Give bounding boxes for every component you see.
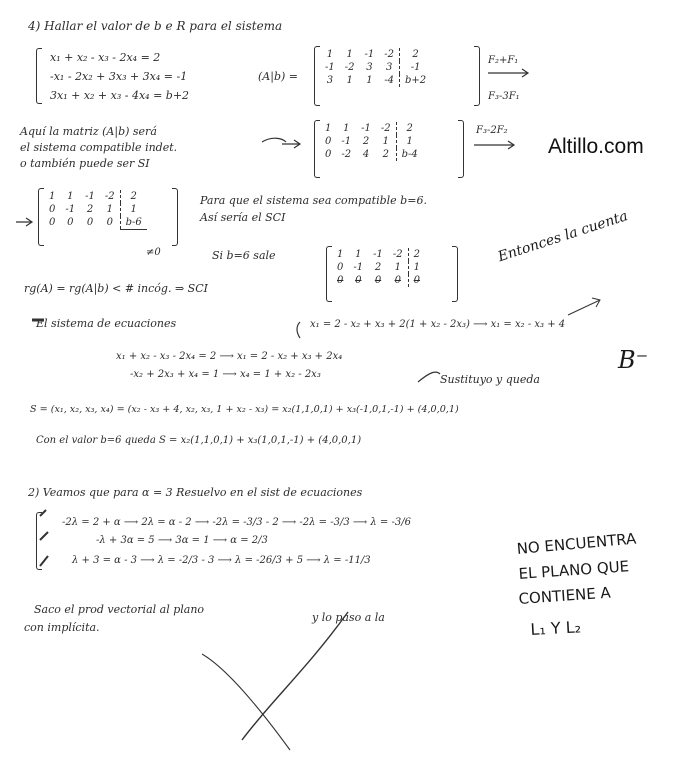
- curve-arrow-sustituyo: [418, 372, 440, 382]
- system-title: El sistema de ecuaciones: [36, 317, 177, 330]
- m4-cell: -1: [353, 262, 364, 273]
- grader-arrow: [568, 298, 600, 315]
- m2-cell: -2: [341, 149, 352, 160]
- m2-cell: 0: [325, 149, 332, 160]
- row-op-1b: F₃-3F₁: [488, 91, 520, 102]
- m4-cell: 0: [394, 275, 401, 286]
- m4-cell: 0: [374, 275, 382, 286]
- m2-cell: 1: [382, 136, 389, 147]
- q2-header: 2) Veamos que para α = 3 Resuelvo en el sist de ecuaciones: [28, 486, 363, 499]
- neq-zero-note: ≠0: [146, 247, 161, 258]
- q2-line-2: -λ + 3α = 5 ⟶ 3α = 1 ⟶ α = 2/3: [96, 535, 268, 546]
- rank-statement: rg(A) = rg(A|b) < # incóg. ⇒ SCI: [24, 282, 208, 295]
- m2-cell: -2: [380, 123, 391, 134]
- m4-cell: -1: [373, 249, 383, 260]
- m2-cell: 1: [396, 135, 423, 148]
- augmented-label: (A|b) =: [258, 70, 298, 83]
- system-line-2: -x₂ + 2x₃ + x₄ = 1 ⟶ x₄ = 1 + x₂ - 2x₃: [130, 369, 321, 380]
- q2-note-line1: Saco el prod vectorial al plano: [34, 603, 205, 616]
- m3-cell: 0: [106, 217, 113, 229]
- m3-cell: b-6: [120, 216, 147, 230]
- grader-comment-q2-line4: L₁ Y L₂: [530, 617, 582, 639]
- m2-cell: b-4: [396, 148, 423, 161]
- q2-note-right: y lo paso a la: [312, 611, 385, 624]
- sustituyo-label: Sustituyo y queda: [440, 373, 540, 386]
- grader-comment-q4: Entonces la cuenta: [496, 208, 630, 266]
- substitution-top: x₁ = 2 - x₂ + x₃ + 2(1 + x₂ - 2x₃) ⟶ x₁ = x₂ - x₃ + 4: [310, 319, 566, 330]
- m2-cell: 2: [396, 122, 423, 135]
- m1-cell: 3: [366, 62, 373, 73]
- m3-cell: -1: [65, 204, 76, 215]
- m1-cell: 3: [326, 75, 334, 86]
- m1-cell: 1: [366, 75, 373, 86]
- system-eq-1: x₁ + x₂ - x₃ - 2x₄ = 2: [50, 51, 161, 64]
- q2-line-3: λ + 3 = α - 3 ⟶ λ = -2/3 - 3 ⟶ λ = -26/3 + 5 ⟶ λ = -11/3: [72, 555, 371, 566]
- m2-cell: 4: [362, 149, 370, 160]
- crossing-line-2: [242, 612, 348, 740]
- solution-set-b6: Con el valor b=6 queda S = x₂(1,1,0,1) + x₃(1,0,1,-1) + (4,0,0,1): [36, 435, 362, 446]
- row-op-1a: F₂+F₁: [488, 55, 519, 66]
- note2-line1: Para que el sistema sea compatible b=6.: [200, 194, 427, 207]
- q4-header: 4) Hallar el valor de b e R para el sistema: [28, 19, 283, 33]
- m3-cell: 0: [49, 217, 56, 229]
- m1-cell: -1: [325, 62, 335, 73]
- note1-line3: o también puede ser SI: [20, 157, 150, 170]
- m3-cell: 1: [106, 204, 113, 215]
- m1-cell: 1: [346, 75, 353, 86]
- watermark: Altillo.com: [548, 135, 644, 158]
- m1-cell: 1: [346, 49, 353, 60]
- m4-cell: 0: [355, 275, 362, 286]
- m3-cell: 0: [86, 217, 94, 229]
- system-eq-2: -x₁ - 2x₂ + 3x₃ + 3x₄ = -1: [50, 70, 188, 83]
- solution-set: S = (x₁, x₂, x₃, x₄) = (x₂ - x₃ + 4, x₂, x₃, 1 + x₂ - x₃) = x₂(1,1,0,1) + x₃(-1,0,1,-1) + (4,0,0,1): [30, 404, 459, 415]
- grader-comment-q2-line1: NO ENCUENTRA: [516, 529, 638, 558]
- m2-cell: -1: [361, 123, 371, 134]
- m2-cell: 1: [325, 123, 332, 134]
- q2-note-line2: con implícita.: [24, 621, 100, 634]
- b-six-label: Si b=6 sale: [212, 249, 276, 262]
- m1-cell: 2: [400, 48, 432, 61]
- m2-cell: 1: [343, 123, 350, 134]
- m1-cell: b+2: [400, 74, 432, 87]
- row-op-arrow-2: [474, 141, 514, 149]
- grader-mark-q4: B⁻: [618, 346, 649, 374]
- q2-check-marks: [40, 510, 48, 566]
- m3-cell: 1: [120, 203, 147, 216]
- m3-cell: 2: [86, 204, 94, 215]
- m2-cell: 2: [362, 136, 370, 147]
- m1-cell: -1: [400, 61, 432, 74]
- q2-line-1: -2λ = 2 + α ⟶ 2λ = α - 2 ⟶ -2λ = -3/3 - 2 ⟶ -2λ = -3/3 ⟶ λ = -3/6: [62, 517, 411, 528]
- note1-line2: el sistema compatible indet.: [20, 141, 178, 154]
- m4-cell: 0: [408, 274, 425, 287]
- grader-comment-q2-line3: CONTIENE A: [518, 583, 612, 608]
- m4-cell: 2: [374, 262, 382, 273]
- m4-cell: 0: [337, 262, 344, 273]
- m4-cell: 1: [337, 249, 344, 260]
- note1-line1: Aquí la matriz (A|b) será: [20, 125, 157, 138]
- row-op-2: F₃-2F₂: [476, 125, 508, 136]
- grader-comment-q2-line2: EL PLANO QUE: [518, 557, 630, 583]
- system-eq-3: 3x₁ + x₂ + x₃ - 4x₄ = b+2: [50, 89, 190, 102]
- implies-arrow-1: [262, 138, 300, 148]
- system-line-1: x₁ + x₂ - x₃ - 2x₄ = 2 ⟶ x₁ = 2 - x₂ + x₃ + 2x₄: [116, 351, 343, 362]
- m1-cell: -2: [384, 49, 394, 60]
- m1-cell: 1: [326, 49, 334, 60]
- m3-cell: 1: [67, 191, 74, 202]
- m2-cell: -1: [341, 136, 352, 147]
- m3-cell: 1: [49, 191, 56, 202]
- m3-cell: 2: [120, 190, 147, 203]
- m4-cell: -2: [392, 249, 403, 260]
- m4-cell: 2: [408, 248, 425, 261]
- m3-cell: 0: [67, 217, 74, 229]
- m2-cell: 2: [382, 149, 389, 160]
- m3-cell: 0: [49, 204, 56, 215]
- m1-cell: -2: [344, 62, 355, 73]
- curve-arrow-top: [297, 322, 300, 338]
- m1-cell: -4: [384, 75, 394, 86]
- m4-cell: 0: [337, 275, 344, 286]
- m1-cell: 3: [385, 62, 393, 73]
- m2-cell: 0: [325, 136, 332, 147]
- note2-line2: Así sería el SCI: [200, 211, 286, 224]
- m1-cell: -1: [364, 49, 375, 60]
- m4-cell: 1: [355, 249, 362, 260]
- row-op-arrow-1: [488, 69, 528, 77]
- m4-cell: 1: [394, 262, 401, 273]
- m4-cell: 1: [408, 261, 425, 274]
- m3-cell: -1: [85, 191, 95, 202]
- implies-arrow-2: [16, 218, 32, 226]
- m3-cell: -2: [104, 191, 115, 202]
